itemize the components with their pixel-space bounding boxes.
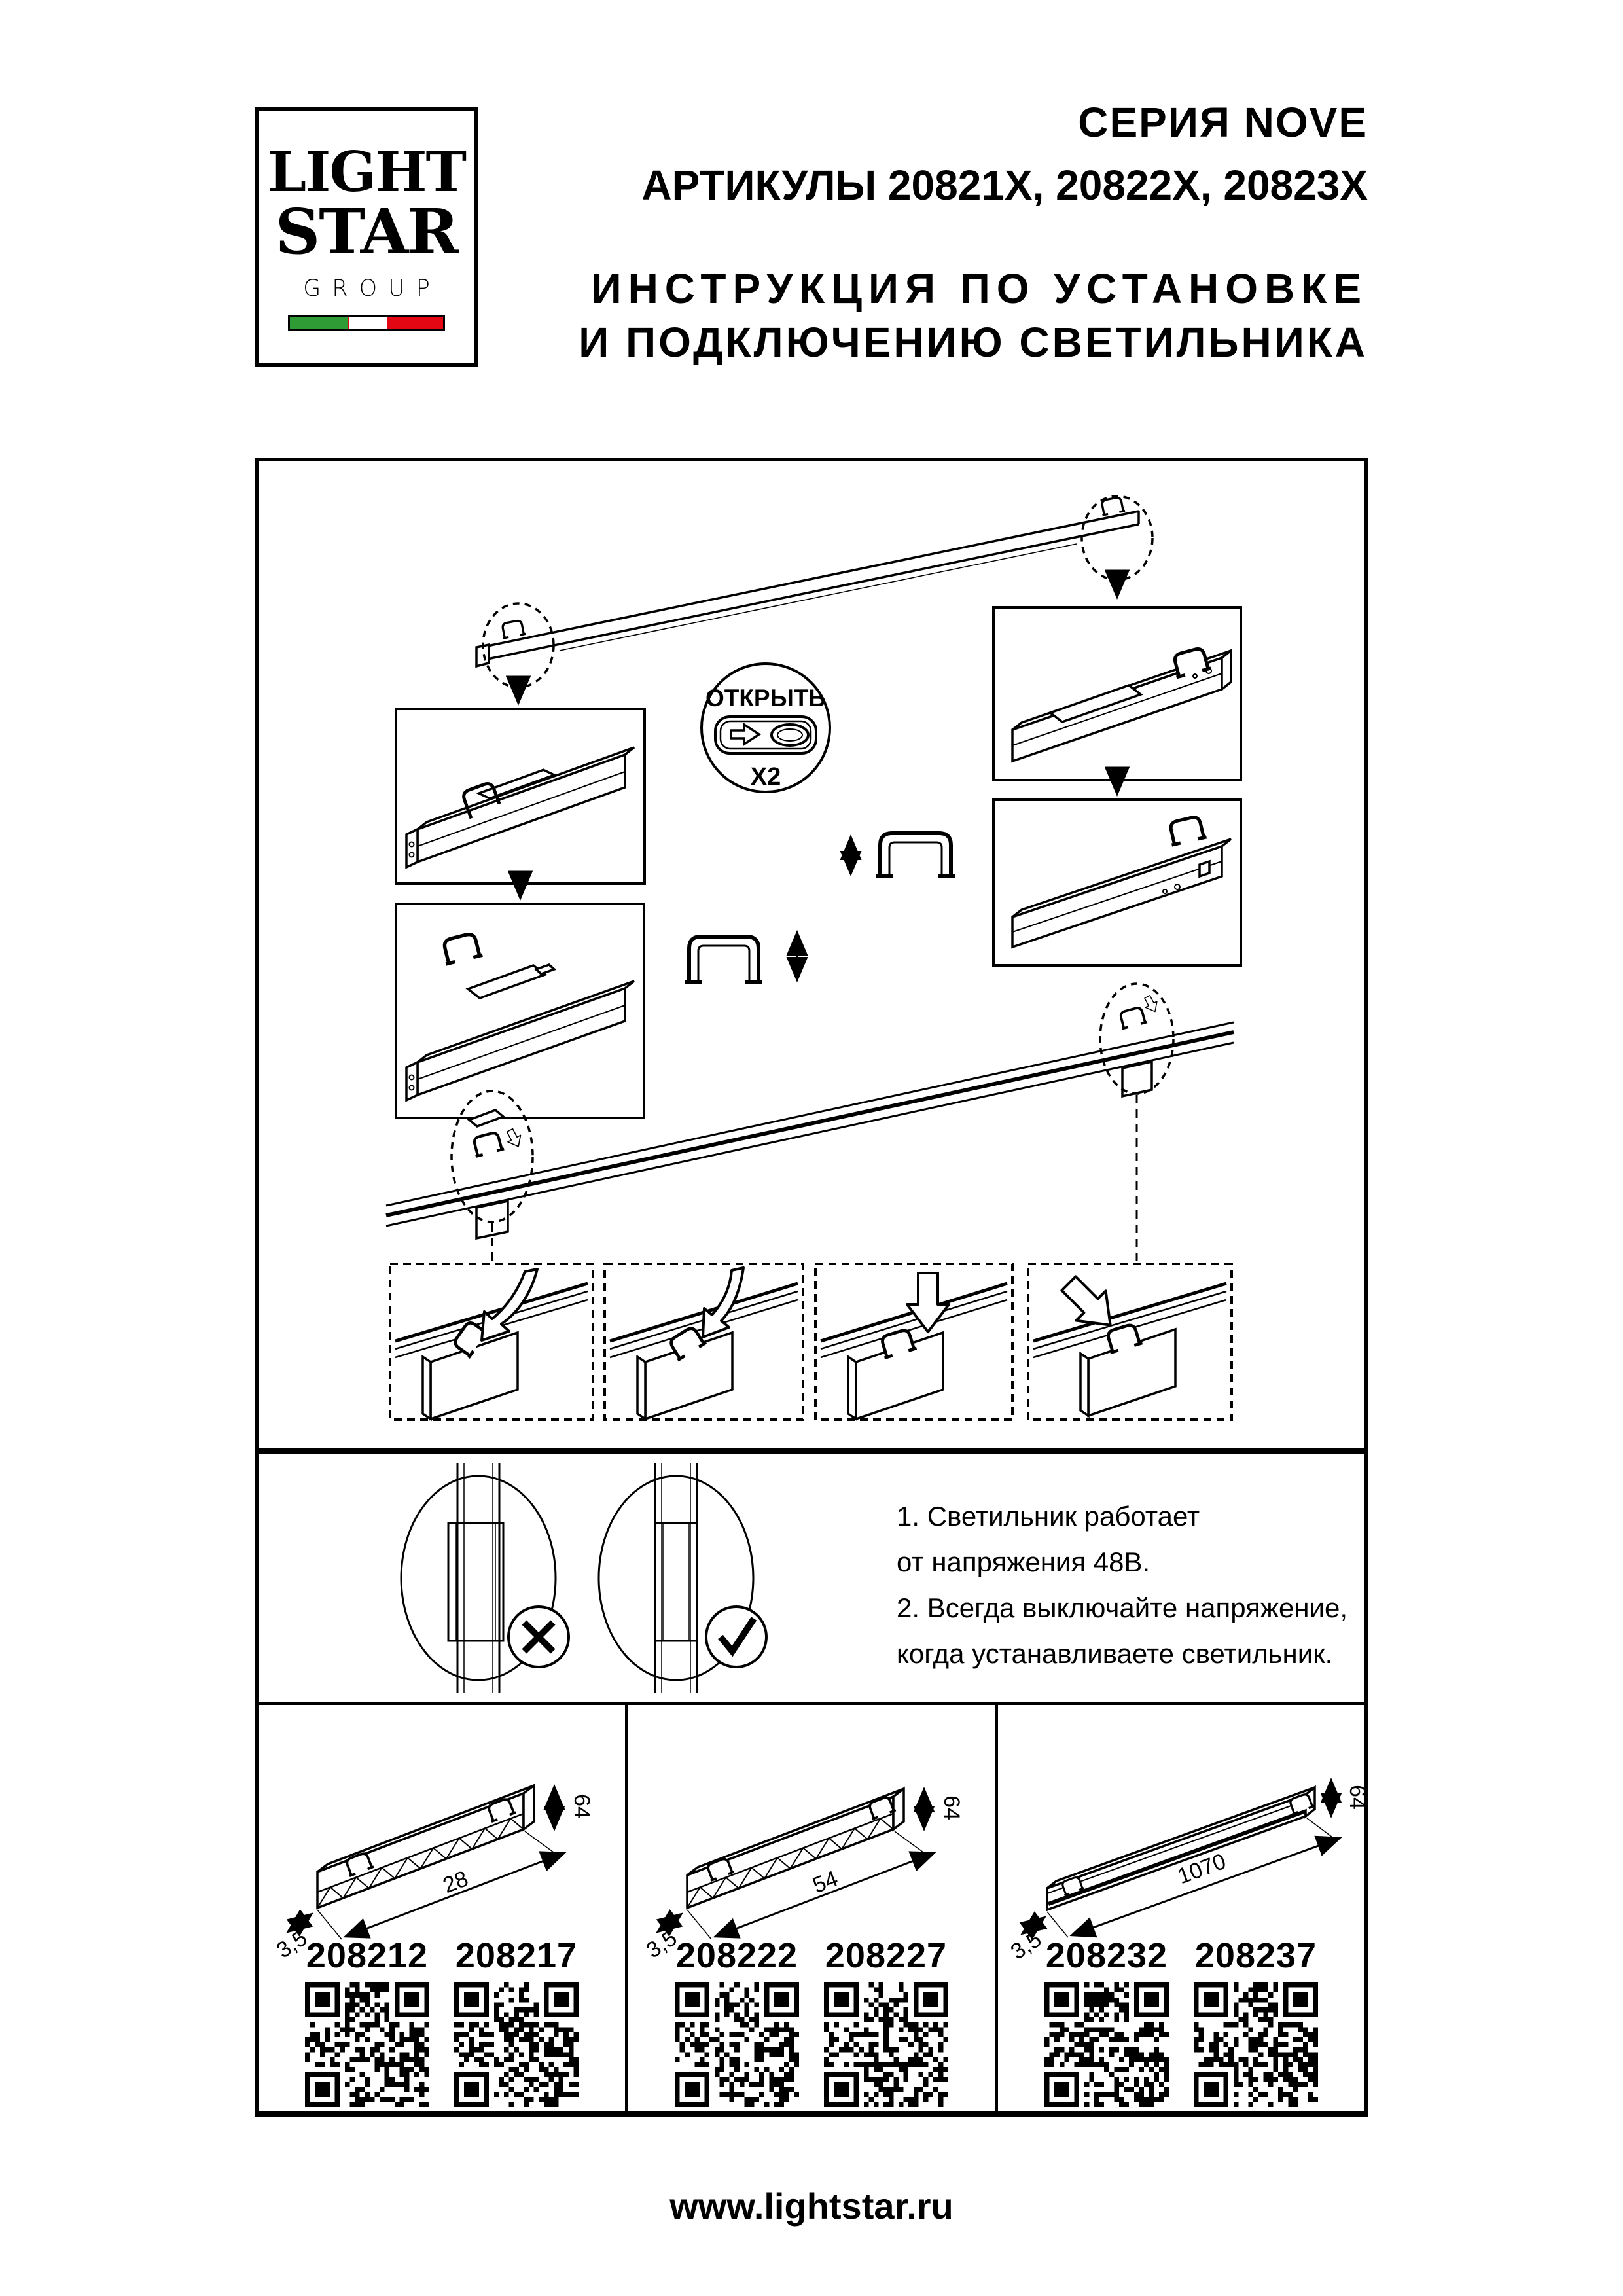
down-arrow-icon <box>503 1127 525 1150</box>
detail-step-slide-clip <box>993 607 1241 780</box>
clip-icon-large <box>685 934 797 982</box>
document-header <box>579 98 1368 367</box>
logo-word-light: LIGHT <box>268 139 465 204</box>
product-panel-1 <box>259 1705 625 2111</box>
installation-diagram-section <box>255 458 1368 1454</box>
flag-white-stripe <box>348 317 388 329</box>
length-dim: 1070 <box>1174 1848 1230 1890</box>
article-numbers <box>628 1935 995 1976</box>
fixture-drawing-280 <box>268 1741 615 1964</box>
qr-code <box>454 1982 579 2107</box>
instruction-title-line2: И ПОДКЛЮЧЕНИЮ СВЕТИЛЬНИКА <box>579 319 1368 366</box>
mount-step-1 <box>390 1264 593 1420</box>
flag-green-stripe <box>290 317 348 329</box>
clip-icon-large <box>851 833 955 876</box>
depth-dim: 3,5 <box>272 1925 312 1964</box>
detail-step-clip-off <box>993 800 1241 965</box>
note-line: когда устанавливаете светильник. <box>897 1638 1333 1669</box>
article-numbers <box>998 1935 1364 1976</box>
instruction-title-line1: ИНСТРУКЦИЯ ПО УСТАНОВКЕ <box>591 265 1368 312</box>
rotate-arrow-icon <box>482 1269 537 1340</box>
height-dim: 64 <box>569 1794 594 1819</box>
open-instruction-badge <box>702 664 830 792</box>
product-panel-3 <box>998 1705 1370 2111</box>
qr-codes <box>998 1982 1364 2107</box>
clip-icon <box>471 1131 505 1157</box>
product-variants-section <box>255 1702 1368 2117</box>
qr-code <box>675 1982 799 2107</box>
cross-icon <box>508 1607 569 1667</box>
cover-plate-icon <box>468 965 545 998</box>
qr-code <box>1194 1982 1318 2107</box>
logo-word-group: GROUP <box>303 276 441 302</box>
open-count-label: X2 <box>750 763 781 791</box>
check-icon <box>706 1607 766 1667</box>
detail-step-remove-clip <box>396 709 645 884</box>
clip-icon <box>500 620 526 638</box>
article-number: 208227 <box>825 1936 948 1975</box>
depth-dim: 3,5 <box>1006 1926 1046 1965</box>
open-label: ОТКРЫТЬ <box>705 685 827 711</box>
correct-connection-figure <box>599 1463 766 1693</box>
track-rail-top <box>476 496 1152 701</box>
qr-code <box>1044 1982 1169 2107</box>
qr-codes <box>628 1982 995 2107</box>
installation-diagram <box>259 461 1364 1448</box>
note-line: 1. Светильник работает <box>897 1501 1200 1532</box>
article-number: 208222 <box>675 1936 798 1975</box>
flag-red-stripe <box>388 317 443 329</box>
notes-text <box>897 1501 1347 1669</box>
depth-dim: 3,5 <box>641 1925 682 1964</box>
length-dim: 54 <box>809 1866 842 1899</box>
clip-icon <box>440 932 483 964</box>
notes-section <box>255 1454 1368 1702</box>
open-slider-icon <box>715 717 816 753</box>
lightstar-logo <box>255 107 478 367</box>
italian-flag-icon <box>288 315 445 331</box>
qr-code <box>824 1982 948 2107</box>
detail-step-clip-removed <box>396 904 644 1118</box>
website-url: www.lightstar.ru <box>669 2185 954 2227</box>
fixture-drawing-1070 <box>1006 1741 1370 1965</box>
article-number: 208217 <box>455 1936 578 1975</box>
alignment-diagram <box>259 1454 1364 1702</box>
height-dim: 64 <box>1345 1785 1370 1810</box>
mount-step-2 <box>605 1264 803 1420</box>
length-dim: 28 <box>439 1866 472 1899</box>
articles-line: АРТИКУЛЫ 20821Х, 20822Х, 20823Х <box>641 162 1368 209</box>
article-number: 208232 <box>1045 1936 1168 1975</box>
wrong-connection-figure <box>401 1463 569 1693</box>
note-line: 2. Всегда выключайте напряжение, <box>897 1592 1348 1623</box>
down-arrow-icon <box>1141 994 1161 1014</box>
article-number: 208212 <box>306 1936 429 1975</box>
mount-step-4 <box>1028 1264 1232 1420</box>
mount-step-3 <box>815 1264 1012 1420</box>
article-numbers <box>259 1935 625 1976</box>
article-number: 208237 <box>1194 1936 1317 1975</box>
note-line: от напряжения 48В. <box>897 1547 1150 1577</box>
series-title: СЕРИЯ NOVE <box>1078 99 1368 146</box>
clip-icon <box>1118 1007 1147 1029</box>
logo-word-star: STAR <box>275 196 458 268</box>
qr-code <box>305 1982 429 2107</box>
product-panel-2 <box>625 1705 998 2111</box>
clip-icon <box>1167 816 1207 845</box>
height-dim: 64 <box>939 1795 964 1820</box>
qr-codes <box>259 1982 625 2107</box>
fixture-drawing-540 <box>638 1741 985 1964</box>
